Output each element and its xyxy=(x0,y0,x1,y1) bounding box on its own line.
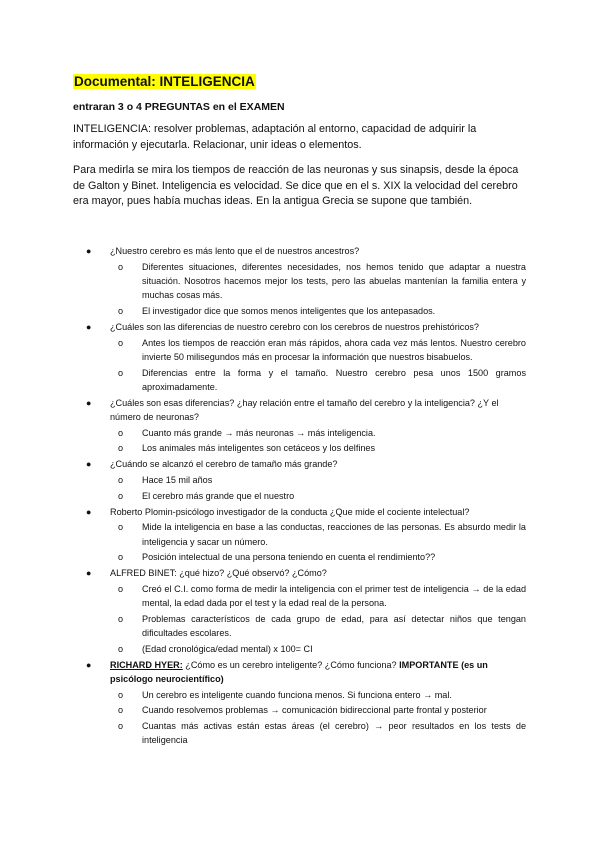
sub-list-item xyxy=(110,642,526,656)
answer-text: Un cerebro es inteligente cuando funciona menos. Si funciona entero → mal. xyxy=(142,689,452,700)
bullet-icon: ● xyxy=(86,506,92,517)
question-list xyxy=(86,244,526,749)
sub-bullet-icon: o xyxy=(118,443,124,454)
list-item xyxy=(86,658,526,748)
question-text: ¿Cuáles son esas diferencias? ¿hay relación entre el tamaño del cerebro y la inteligencia? ¿Y el número de neuronas? xyxy=(110,397,499,423)
sub-list-item xyxy=(110,703,526,717)
sub-list-item xyxy=(110,260,526,303)
sub-list-item xyxy=(110,489,526,503)
researcher-name: RICHARD HYER: xyxy=(110,659,183,670)
sub-list-item xyxy=(110,688,526,702)
question-text: Roberto Plomin-psicólogo investigador de la conducta ¿Que mide el cociente intelectual? xyxy=(110,506,470,517)
sub-bullet-icon: o xyxy=(118,705,124,716)
sub-list-item xyxy=(110,550,526,564)
sub-bullet-icon: o xyxy=(118,305,124,316)
answer-text: Posición intelectual de una persona teniendo en cuenta el rendimiento?? xyxy=(142,552,436,563)
sub-list-item xyxy=(110,441,526,455)
answer-text: Diferentes situaciones, diferentes necesidades, nos hemos tenido que adaptar a nuestra situación. Nosotros hacemos mejor los tests, pero las abuelas mantenían la familia entera y muchas cosas más. xyxy=(142,261,526,301)
bullet-icon: ● xyxy=(86,568,92,579)
question-text: ALFRED BINET: ¿qué hizo? ¿Qué observó? ¿Cómo? xyxy=(110,568,327,579)
question-text: ¿Cuándo se alcanzó el cerebro de tamaño más grande? xyxy=(110,459,338,470)
sub-list-item xyxy=(110,520,526,549)
answer-text: Antes los tiempos de reacción eran más rápidos, ahora cada vez más lentos. Nuestro cerebro invierte 50 milisegundos más en procesar la información que nuestros bisabuelos. xyxy=(142,337,526,362)
answer-text: Cuantas más activas están estas áreas (el cerebro) → peor resultados en los tests de inteligencia xyxy=(142,721,526,746)
answer-text: Cuando resolvemos problemas → comunicación bidireccional parte frontal y posterior xyxy=(142,705,487,716)
question-text: ¿Cuáles son las diferencias de nuestro cerebro con los cerebros de nuestros prehistóricos? xyxy=(110,321,479,332)
bullet-icon: ● xyxy=(86,321,92,332)
sub-bullet-icon: o xyxy=(118,689,124,700)
sub-bullet-icon: o xyxy=(118,337,124,348)
sub-bullet-icon: o xyxy=(118,552,124,563)
list-item xyxy=(86,396,526,456)
answer-text: Diferencias entre la forma y el tamaño. Nuestro cerebro pesa unos 1500 gramos aproximadamente. xyxy=(142,367,526,392)
sub-list-item xyxy=(110,719,526,748)
sub-bullet-icon: o xyxy=(118,583,124,594)
question-text: ¿Nuestro cerebro es más lento que el de nuestros ancestros? xyxy=(110,246,360,256)
answer-text: El investigador dice que somos menos inteligentes que los antepasados. xyxy=(142,305,436,316)
question-text: ¿Cómo es un cerebro inteligente? ¿Cómo funciona? xyxy=(182,659,400,670)
sub-bullet-icon: o xyxy=(118,427,124,438)
list-item xyxy=(86,566,526,656)
list-item xyxy=(86,505,526,565)
important-label: IMPORTANTE (es un psicólogo neurocientífico) xyxy=(110,659,488,684)
sub-list-item xyxy=(110,612,526,641)
exam-note: entraran 3 o 4 PREGUNTAS en el EXAMEN xyxy=(73,101,285,113)
sub-list-item xyxy=(110,426,526,440)
sub-bullet-icon: o xyxy=(118,613,124,624)
sub-bullet-icon: o xyxy=(118,643,124,654)
answer-text: (Edad cronológica/edad mental) x 100= CI xyxy=(142,643,313,654)
sub-list-item xyxy=(110,366,526,395)
bullet-icon: ● xyxy=(86,246,92,256)
list-item xyxy=(86,244,526,318)
measure-paragraph: Para medirla se mira los tiempos de reacción de las neuronas y sus sinapsis, desde la época de Galton y Binet. Inteligencia es velocidad. Se dice que en el s. XIX la velocidad del cerebro era mayor, pues había muchas ideas. En la antigua Grecia se supone que también. xyxy=(73,164,519,207)
sub-bullet-icon: o xyxy=(118,367,124,378)
bullet-icon: ● xyxy=(86,459,92,470)
definition-paragraph: INTELIGENCIA: resolver problemas, adaptación al entorno, capacidad de adquirir la información y ejecutarla. Relacionar, unir ideas o elementos. xyxy=(73,123,477,151)
answer-text: Los animales más inteligentes son cetáceos y los delfines xyxy=(142,443,376,454)
sub-list-item xyxy=(110,582,526,611)
sub-bullet-icon: o xyxy=(118,261,124,272)
answer-text: Hace 15 mil años xyxy=(142,474,213,485)
answer-text: El cerebro más grande que el nuestro xyxy=(142,490,295,501)
sub-bullet-icon: o xyxy=(118,721,124,732)
sub-list-item xyxy=(110,336,526,365)
sub-bullet-icon: o xyxy=(118,490,124,501)
bullet-icon: ● xyxy=(86,659,92,670)
list-item xyxy=(86,457,526,503)
bullet-icon: ● xyxy=(86,397,92,408)
answer-text: Problemas característicos de cada grupo de edad, para así detectar niños que tengan dificultades escolares. xyxy=(142,613,526,639)
sub-list-item xyxy=(110,473,526,487)
answer-text: Cuanto más grande → más neuronas → más inteligencia. xyxy=(142,427,376,438)
sub-list-item xyxy=(110,304,526,318)
answer-text: Mide la inteligencia en base a las conductas, reacciones de las personas. Es absurdo medir la inteligencia y sacar un número. xyxy=(142,522,526,547)
answer-text: Creó el C.I. como forma de medir la inteligencia con el primer test de inteligencia → de la edad mental, la edad dada por el test y la edad real de la persona. xyxy=(142,583,526,609)
page-title: Documental: INTELIGENCIA xyxy=(74,74,255,89)
sub-bullet-icon: o xyxy=(118,522,124,533)
list-item xyxy=(86,320,526,394)
sub-bullet-icon: o xyxy=(118,474,124,485)
